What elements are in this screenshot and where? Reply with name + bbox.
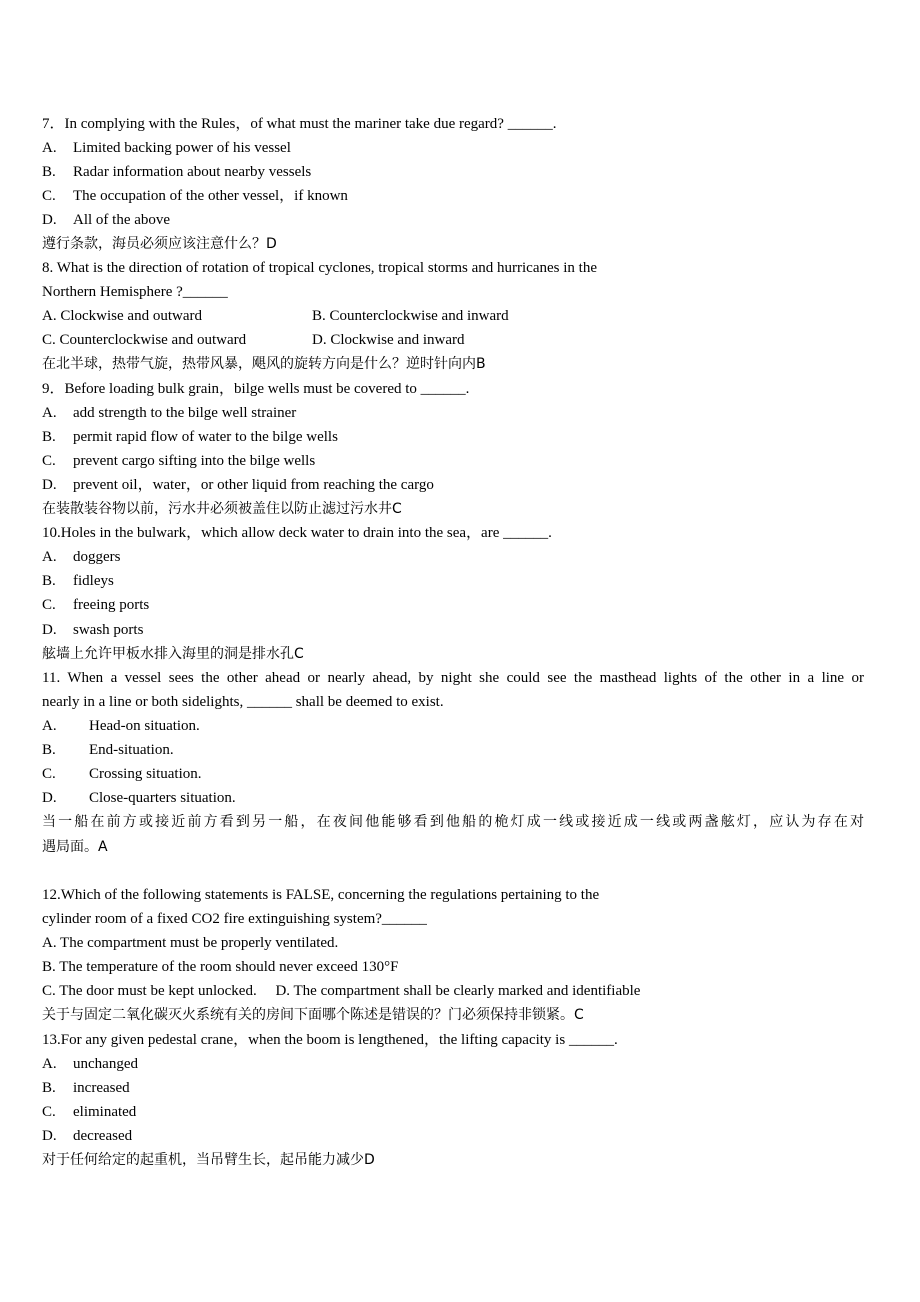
question-8-option-b: B. Counterclockwise and inward: [312, 308, 509, 324]
question-7-option-b: B. Radar information about nearby vessels: [42, 164, 312, 180]
question-7-option-a: A. Limited backing power of his vessel: [42, 140, 291, 156]
question-8-option-a: A. Clockwise and outward: [42, 308, 202, 324]
question-9-option-d: D. prevent oil，water，or other liquid from reaching the cargo: [42, 477, 434, 493]
question-11-stem-line-2: nearly in a line or both sidelights, ______ shall be deemed to exist.: [42, 694, 444, 710]
question-11-translation-line-1: 当一船在前方或接近前方看到另一船，在夜间他能够看到他船的桅灯成一线或接近成一线或两盏舷灯，应认为存在对: [42, 814, 864, 830]
question-11-option-b: B. End-situation.: [42, 742, 174, 758]
question-9-option-a: A. add strength to the bilge well strainer: [42, 405, 297, 421]
question-11-option-d: D. Close-quarters situation.: [42, 790, 236, 806]
question-11-option-a: A. Head-on situation.: [42, 718, 200, 734]
question-10-option-a: A. doggers: [42, 549, 121, 565]
question-9-translation: 在装散装谷物以前，污水井必须被盖住以防止滤过污水井C: [42, 501, 402, 517]
question-11-translation-line-2: 遇局面。A: [42, 839, 108, 855]
question-12-stem-line-1: 12.Which of the following statements is FALSE, concerning the regulations pertaining to the: [42, 887, 600, 903]
question-8-translation: 在北半球，热带气旋，热带风暴，飓风的旋转方向是什么？逆时针向内B: [42, 356, 486, 372]
question-12-option-b: B. The temperature of the room should never exceed 130°F: [42, 959, 399, 975]
question-13-option-a: A. unchanged: [42, 1056, 138, 1072]
question-9-option-b: B. permit rapid flow of water to the bilge wells: [42, 429, 338, 445]
question-13-option-b: B. increased: [42, 1080, 130, 1096]
question-8-options-row-2: [42, 331, 464, 349]
question-10-stem: 10.Holes in the bulwark，which allow deck water to drain into the sea，are ______.: [42, 525, 552, 541]
question-7-option-c: C. The occupation of the other vessel，if known: [42, 188, 348, 204]
question-8-stem-line-2: Northern Hemisphere ?______: [42, 284, 228, 300]
question-11-option-c: C. Crossing situation.: [42, 766, 202, 782]
question-8-option-c: C. Counterclockwise and outward: [42, 332, 247, 348]
question-7-translation: 遵行条款，海员必须应该注意什么？D: [42, 236, 277, 252]
question-13-option-d: D. decreased: [42, 1128, 133, 1144]
question-7-option-d: D. All of the above: [42, 212, 171, 228]
question-8-stem-line-1: 8. What is the direction of rotation of tropical cyclones, tropical storms and hurricanes in the: [42, 260, 597, 276]
question-11-stem-line-1: 11. When a vessel sees the other ahead or nearly ahead, by night she could see the masthead lights of the other in a line or: [42, 670, 864, 686]
question-9-option-c: C. prevent cargo sifting into the bilge wells: [42, 453, 316, 469]
question-13-translation: 对于任何给定的起重机，当吊臂生长，起吊能力减少D: [42, 1152, 375, 1168]
question-10-option-c: C. freeing ports: [42, 597, 150, 613]
question-8-options-row-1: [42, 307, 509, 325]
question-13-option-c: C. eliminated: [42, 1104, 137, 1120]
question-12-stem-line-2: cylinder room of a fixed CO2 fire extinguishing system?______: [42, 911, 427, 927]
question-10-option-d: D. swash ports: [42, 622, 144, 638]
question-10-translation: 舷墙上允许甲板水排入海里的洞是排水孔C: [42, 646, 304, 662]
question-12-translation: 关于与固定二氧化碳灭火系统有关的房间下面哪个陈述是错误的？门必须保持非锁紧。C: [42, 1007, 584, 1023]
question-12-option-c-d: C. The door must be kept unlocked. D. The compartment shall be clearly marked and identifiable: [42, 983, 641, 999]
question-9-stem: 9．Before loading bulk grain，bilge wells must be covered to ______.: [42, 381, 470, 397]
question-13-stem: 13.For any given pedestal crane，when the boom is lengthened，the lifting capacity is ______.: [42, 1032, 618, 1048]
question-8-option-d: D. Clockwise and inward: [312, 332, 465, 348]
question-10-option-b: B. fidleys: [42, 573, 114, 589]
question-12-option-a: A. The compartment must be properly ventilated.: [42, 935, 339, 951]
question-7-stem: 7．In complying with the Rules，of what must the mariner take due regard? ______.: [42, 116, 557, 132]
